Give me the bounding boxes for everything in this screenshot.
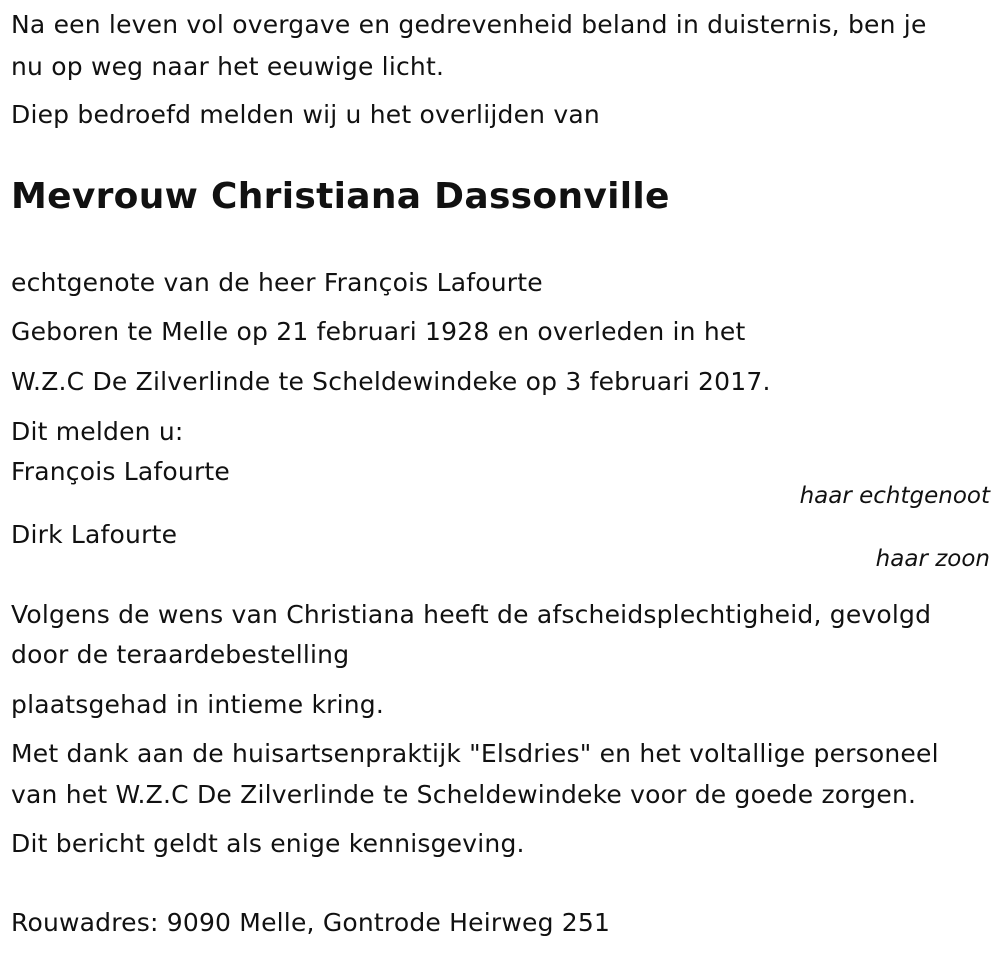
deceased-name: Mevrouw Christiana Dassonville [11, 176, 670, 217]
announcer-role: haar echtgenoot [799, 483, 990, 509]
thanks-line-1: Met dank aan de huisartsenpraktijk "Elsdries" en het voltallige personeel [11, 739, 939, 768]
announcer-role: haar zoon [875, 546, 990, 572]
announcer-name: François Lafourte [11, 457, 231, 486]
ceremony-line-2: door de teraardebestelling [11, 640, 350, 669]
address-line: Rouwadres: 9090 Melle, Gontrode Heirweg 251 [11, 908, 611, 937]
intro-line-2: nu op weg naar het eeuwige licht. [11, 52, 445, 81]
intro-line-1: Na een leven vol overgave en gedrevenheid beland in duisternis, ben je [11, 10, 927, 39]
ceremony-line-3: plaatsgehad in intieme kring. [11, 690, 385, 719]
thanks-line-2: van het W.Z.C De Zilverlinde te Scheldewindeke voor de goede zorgen. [11, 780, 917, 809]
ceremony-line-1: Volgens de wens van Christiana heeft de afscheidsplechtigheid, gevolgd [11, 600, 932, 629]
intro-line-3: Diep bedroefd melden wij u het overlijden van [11, 100, 600, 129]
born-line: Geboren te Melle op 21 februari 1928 en overleden in het [11, 317, 746, 346]
announcer-name: Dirk Lafourte [11, 520, 178, 549]
died-line: W.Z.C De Zilverlinde te Scheldewindeke op 3 februari 2017. [11, 367, 771, 396]
spouse-line: echtgenote van de heer François Lafourte [11, 268, 543, 297]
announcers-heading: Dit melden u: [11, 417, 184, 446]
notice-line: Dit bericht geldt als enige kennisgeving. [11, 829, 525, 858]
